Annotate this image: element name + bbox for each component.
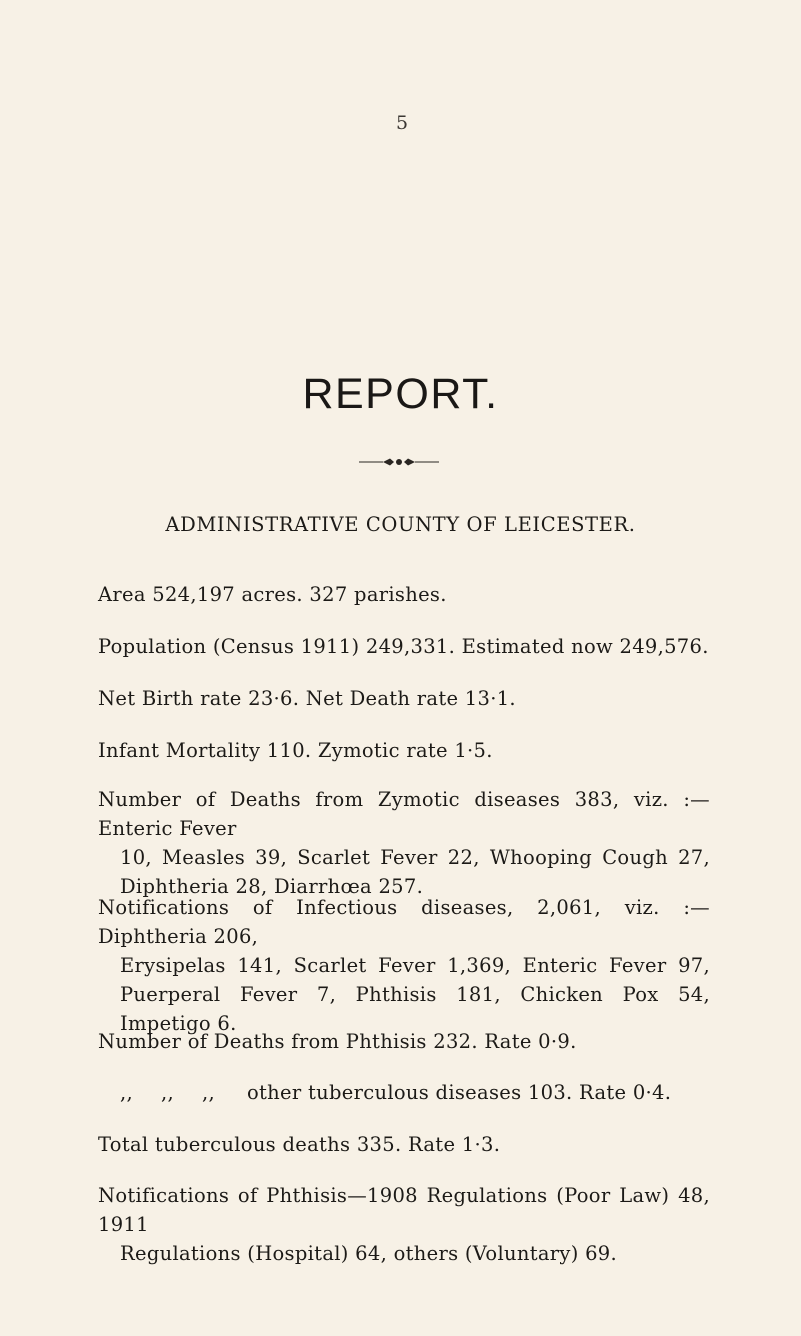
area-line: Area 524,197 acres. 327 parishes. (98, 583, 447, 606)
phthisis-notifications-continuation: Regulations (Hospital) 64, others (Voluntary) 69. (120, 1242, 618, 1265)
county-heading: ADMINISTRATIVE COUNTY OF LEICESTER. (165, 513, 636, 536)
population-line: Population (Census 1911) 249,331. Estimated now 249,576. (98, 635, 709, 658)
zymotic-deaths-first-line: Number of Deaths from Zymotic diseases 383, viz. :—Enteric Fever (98, 788, 710, 840)
phthisis-notifications-paragraph (98, 1181, 710, 1268)
phthisis-deaths-line: Number of Deaths from Phthisis 232. Rate 0·9. (98, 1030, 577, 1053)
ditto-mark: ,, (202, 1081, 215, 1104)
phthisis-notifications-first-line: Notifications of Phthisis—1908 Regulations (Poor Law) 48, 1911 (98, 1184, 710, 1236)
ditto-mark: ,, (120, 1081, 133, 1104)
notifications-continuation: Erysipelas 141, Scarlet Fever 1,369, Enteric Fever 97, Puerperal Fever 7, Phthisis 181, Chicken Pox 54, Impetigo 6. (120, 954, 710, 1035)
other-tuberculous-text: other tuberculous diseases 103. Rate 0·4. (247, 1081, 672, 1104)
other-tuberculous-line (120, 1081, 711, 1104)
zymotic-deaths-continuation: 10, Measles 39, Scarlet Fever 22, Whooping Cough 27, Diphtheria 28, Diarrhœa 257. (120, 846, 710, 898)
notifications-first-line: Notifications of Infectious diseases, 2,061, viz. :—Diphtheria 206, (98, 896, 710, 948)
notifications-paragraph (98, 893, 710, 1038)
report-title: REPORT. (302, 370, 499, 418)
zymotic-deaths-paragraph (98, 785, 710, 901)
fleuron-rule-icon (359, 456, 439, 468)
birth-death-rate-line: Net Birth rate 23·6. Net Death rate 13·1. (98, 687, 516, 710)
infant-zymotic-line: Infant Mortality 110. Zymotic rate 1·5. (98, 739, 493, 762)
total-tuberculous-line: Total tuberculous deaths 335. Rate 1·3. (98, 1133, 501, 1156)
page-number: 5 (395, 112, 409, 134)
ditto-mark: ,, (161, 1081, 174, 1104)
